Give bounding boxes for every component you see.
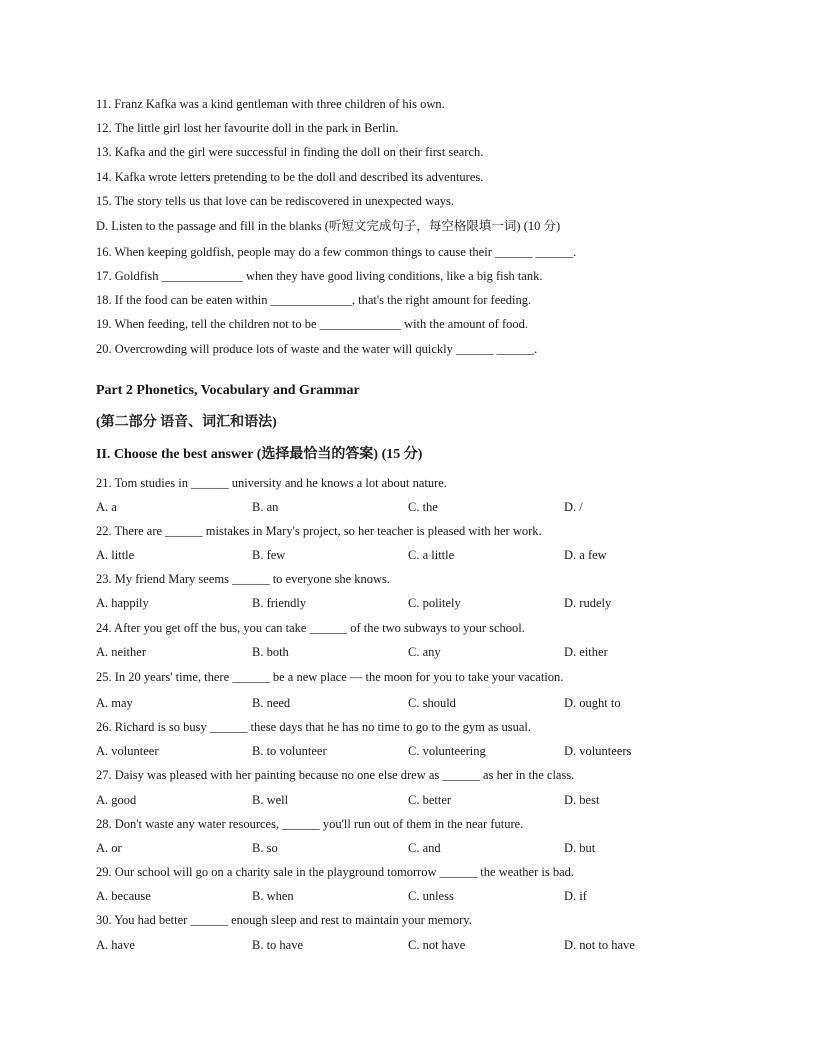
- option-26-c: C. volunteering: [408, 744, 486, 758]
- fill-item-16: 16. When keeping goldfish, people may do a few common things to cause their ______ ______.: [96, 245, 577, 259]
- listening-item-11: 11. Franz Kafka was a kind gentleman with three children of his own.: [96, 97, 445, 111]
- question-24: 24. After you get off the bus, you can take ______ of the two subways to your school.: [96, 621, 525, 635]
- option-29-b: B. when: [252, 889, 294, 903]
- question-29: 29. Our school will go on a charity sale in the playground tomorrow ______ the weather is bad.: [96, 865, 575, 879]
- option-21-d: D. /: [564, 500, 583, 514]
- option-21-b: B. an: [252, 500, 279, 514]
- option-23-a: A. happily: [96, 596, 149, 610]
- option-23-d: D. rudely: [564, 596, 612, 610]
- option-30-c: C. not have: [408, 938, 466, 952]
- option-22-b: B. few: [252, 548, 286, 562]
- option-28-a: A. or: [96, 841, 122, 855]
- option-27-c: C. better: [408, 793, 452, 807]
- listening-item-15: 15. The story tells us that love can be rediscovered in unexpected ways.: [96, 194, 454, 208]
- section2-title: II. Choose the best answer (选择最恰当的答案) (15 分): [96, 447, 423, 462]
- option-24-c: C. any: [408, 645, 441, 659]
- option-21-a: A. a: [96, 500, 117, 514]
- section-d-title: D. Listen to the passage and fill in the blanks (听短文完成句子，每空格限填一词) (10 分): [96, 219, 561, 233]
- option-29-a: A. because: [96, 889, 151, 903]
- question-26: 26. Richard is so busy ______ these days that he has no time to go to the gym as usual.: [96, 720, 532, 734]
- listening-item-13: 13. Kafka and the girl were successful in finding the doll on their first search.: [96, 145, 484, 159]
- part2-title: Part 2 Phonetics, Vocabulary and Grammar: [96, 383, 360, 398]
- option-25-d: D. ought to: [564, 696, 621, 710]
- option-27-b: B. well: [252, 793, 289, 807]
- option-27-a: A. good: [96, 793, 137, 807]
- question-27: 27. Daisy was pleased with her painting because no one else drew as ______ as her in the class.: [96, 768, 575, 782]
- option-26-a: A. volunteer: [96, 744, 159, 758]
- question-22: 22. There are ______ mistakes in Mary's project, so her teacher is pleased with her work.: [96, 524, 542, 538]
- fill-item-18: 18. If the food can be eaten within _____________, that's the right amount for feeding.: [96, 293, 532, 307]
- option-22-c: C. a little: [408, 548, 455, 562]
- fill-item-19: 19. When feeding, tell the children not to be _____________ with the amount of food.: [96, 317, 528, 331]
- option-22-a: A. little: [96, 548, 135, 562]
- option-27-d: D. best: [564, 793, 600, 807]
- option-28-c: C. and: [408, 841, 441, 855]
- option-25-a: A. may: [96, 696, 133, 710]
- question-21: 21. Tom studies in ______ university and he knows a lot about nature.: [96, 476, 447, 490]
- option-24-d: D. either: [564, 645, 608, 659]
- part2-subtitle: (第二部分 语音、词汇和语法): [96, 415, 277, 430]
- listening-item-14: 14. Kafka wrote letters pretending to be the doll and described its adventures.: [96, 170, 484, 184]
- option-26-b: B. to volunteer: [252, 744, 327, 758]
- fill-item-17: 17. Goldfish _____________ when they have good living conditions, like a big fish tank.: [96, 269, 543, 283]
- option-21-c: C. the: [408, 500, 438, 514]
- option-25-b: B. need: [252, 696, 291, 710]
- option-23-b: B. friendly: [252, 596, 307, 610]
- option-30-b: B. to have: [252, 938, 304, 952]
- option-28-b: B. so: [252, 841, 278, 855]
- option-24-a: A. neither: [96, 645, 146, 659]
- listening-item-12: 12. The little girl lost her favourite doll in the park in Berlin.: [96, 121, 399, 135]
- question-25: 25. In 20 years' time, there ______ be a new place — the moon for you to take your vacation.: [96, 670, 564, 684]
- option-29-d: D. if: [564, 889, 587, 903]
- option-22-d: D. a few: [564, 548, 607, 562]
- question-28: 28. Don't waste any water resources, ______ you'll run out of them in the near future.: [96, 817, 524, 831]
- option-28-d: D. but: [564, 841, 596, 855]
- question-23: 23. My friend Mary seems ______ to everyone she knows.: [96, 572, 391, 586]
- fill-item-20: 20. Overcrowding will produce lots of waste and the water will quickly ______ ______.: [96, 342, 538, 356]
- option-26-d: D. volunteers: [564, 744, 632, 758]
- option-30-a: A. have: [96, 938, 135, 952]
- option-23-c: C. politely: [408, 596, 461, 610]
- option-24-b: B. both: [252, 645, 289, 659]
- option-30-d: D. not to have: [564, 938, 635, 952]
- question-30: 30. You had better ______ enough sleep and rest to maintain your memory.: [96, 913, 472, 927]
- option-29-c: C. unless: [408, 889, 454, 903]
- option-25-c: C. should: [408, 696, 456, 710]
